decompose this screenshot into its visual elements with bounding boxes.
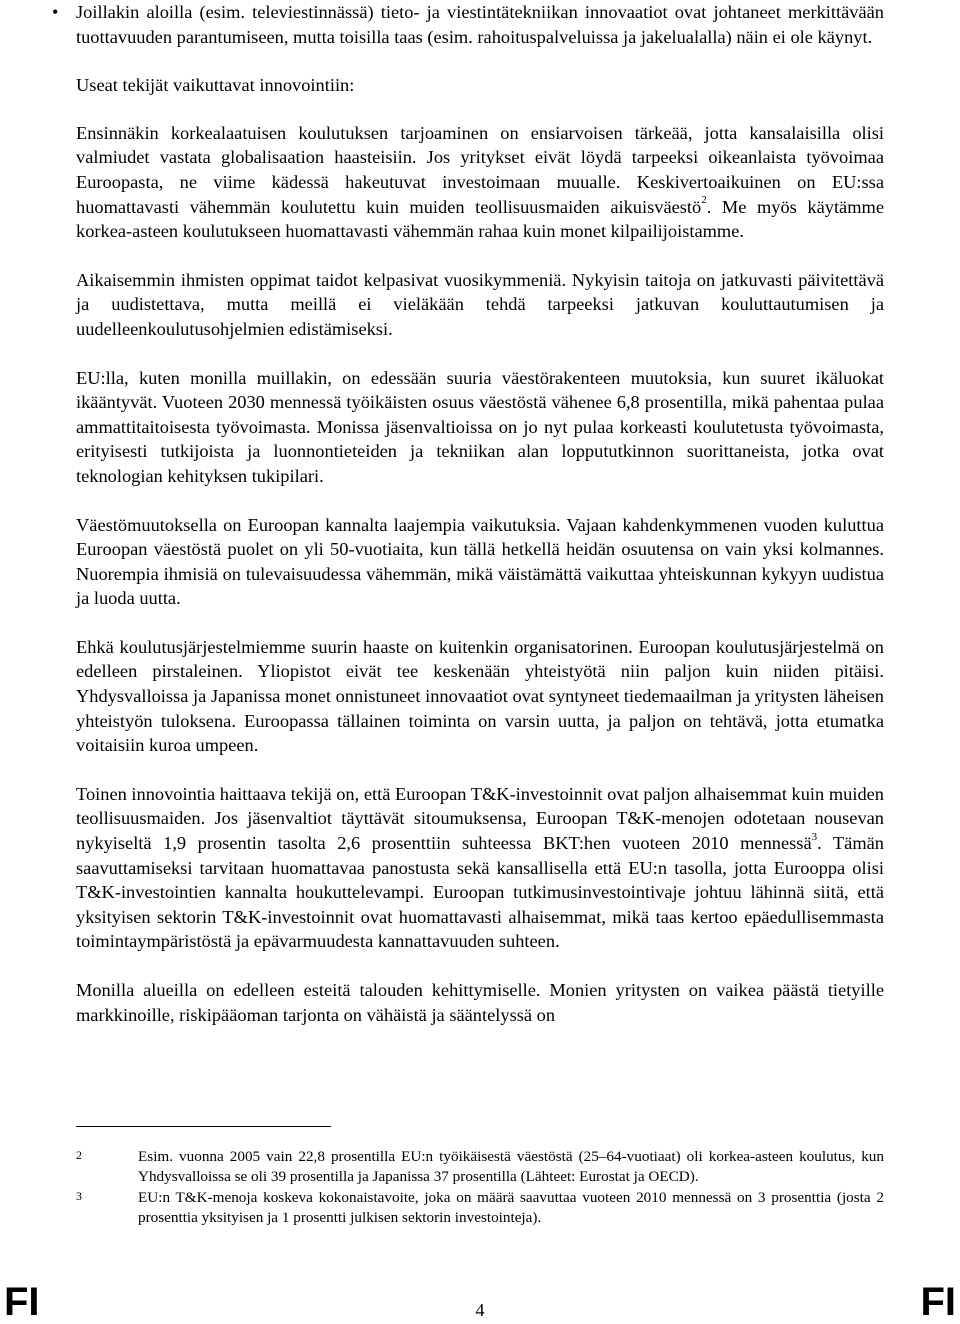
footnote-number: 3 — [76, 1188, 82, 1203]
footnote-3 — [76, 1188, 884, 1229]
paragraph-education — [76, 121, 884, 244]
paragraph-skills: Aikaisemmin ihmisten oppimat taidot kelpasivat vuosikymmeniä. Nykyisin taitoja on jatkuvasti päivitettävä ja uudistettava, mutta meillä ei vieläkään tehdä tarpeeksi jatkuvan kouluttautumisen ja uudelleenkoulutusohjelmien edistämiseksi. — [76, 269, 884, 339]
footnote-2 — [76, 1147, 884, 1188]
language-code-right: FI — [920, 1280, 956, 1324]
paragraph-demographics: EU:lla, kuten monilla muillakin, on edessään suuria väestörakenteen muutoksia, kun suuret ikäluokat ikääntyvät. Vuoteen 2030 mennessä työikäisten osuus väestöstä vähenee 6,8 prosentilla, mikä pahentaa pulaa ammattitaitoisesta työvoimasta. Monissa jäsenvaltioissa on jo nyt pulaa korkeasti koulutetusta työvoimasta, erityisesti tutkijoista ja luonnontieteiden ja tekniikan alan loppututkinnon suorittaneista, jotka ovat teknologian kehityksen tukipilari. — [76, 367, 884, 486]
paragraph-rd-investment — [76, 782, 884, 954]
page-number: 4 — [475, 1300, 485, 1320]
paragraph-education-text-cont: . Me myös käytämme korkea-asteen koulutukseen huomattavasti vähemmän rahaa kuin monet kilpailijoistamme. — [76, 196, 884, 242]
bullet-list — [52, 0, 884, 49]
footnote-ref-3: 3 — [811, 830, 818, 843]
paragraph-rd-text-cont: . Tämän saavuttamiseksi tarvitaan huomattavaa panostusta sekä kansallisella että EU:n tasolla, jotta Eurooppa olisi T&K-investointien kannalta houkuttelevampi. Euroopan tutkimusinvestointivaje johtuu lähinnä siitä, että yksityisen sektorin T&K-investoinnit ovat huomattavasti alhaisemmat, mikä taas kertoo epäedullisemmasta toimintaympäristöstä ja epävarmuudesta kannattavuuden suhteen. — [76, 833, 884, 952]
language-code-left: FI — [4, 1280, 40, 1324]
bullet-marker: • — [52, 2, 59, 22]
paragraph-rd-text: Toinen innovointia haittaava tekijä on, että Euroopan T&K-investoinnit ovat paljon alhaisemmat kuin muiden teollisuusmaiden. Jos jäsenvaltiot täyttävät sitoumuksensa, Euroopan T&K-menojen odotetaan nousevan nykyiseltä 1,9 prosentin tasolta 2,6 prosenttiin suhteessa BKT:hen vuoteen 2010 mennessä — [76, 783, 884, 854]
bullet-text: Joillakin aloilla (esim. televiestinnässä) tieto- ja viestintätekniikan innovaatiot ovat johtaneet merkittävään tuottavuuden parantumiseen, mutta toisilla taas (esim. rahoituspalveluissa ja jakelualalla) näin ei ole käynyt. — [76, 2, 884, 47]
intro-paragraph: Useat tekijät vaikuttavat innovointiin: — [76, 75, 355, 96]
footnote-number: 2 — [76, 1148, 82, 1162]
paragraph-organisation: Ehkä koulutusjärjestelmiemme suurin haaste on kuitenkin organisatorinen. Euroopan koulutusjärjestelmä on edelleen pirstaleinen. Yliopistot eivät tee keskenään yhteistyötä niin paljon kuin niiden pitäisi. Yhdysvalloissa ja Japanissa monet onnistuneet innovaatiot ovat syntyneet tiedemaailman ja yritysten läheisen yhteistyön tuloksena. Euroopassa tällainen toiminta on varsin uutta, ja paljon on tehtävä, jotta etumatka voitaisiin kuroa umpeen. — [76, 636, 884, 756]
bullet-item — [52, 0, 884, 49]
paragraph-education-text: Ensinnäkin korkealaatuisen koulutuksen tarjoaminen on ensiarvoisen tärkeää, jotta kansalaisilla olisi valmiudet vastata globalisaation haasteisiin. Jos yritykset eivät löydä tarpeeksi oikeanlaista työvoimaa Euroopasta, ne viime kädessä hakeutuvat investoimaan muualle. Keskivertoaikuinen on EU:ssa huomattavasti vähemmän koulutettu kuin muiden teollisuusmaiden aikuisväestö — [76, 122, 884, 217]
paragraph-obstacles: Monilla alueilla on edelleen esteitä talouden kehittymiselle. Monien yritysten on vaikea päästä tietyille markkinoille, riskipääoman tarjonta on vähäistä ja sääntelyssä on — [76, 980, 884, 1025]
footnotes — [76, 1147, 884, 1229]
footnote-separator — [76, 1126, 331, 1127]
body-text — [52, 0, 884, 1027]
paragraph-population: Väestömuutoksella on Euroopan kannalta laajempia vaikutuksia. Vajaan kahdenkymmenen vuoden kuluttua Euroopan väestöstä puolet on yli 50-vuotiaita, kun tällä hetkellä heidän osuutensa on vain yksi kolmannes. Nuorempia ihmisiä on tulevaisuudessa vähemmän, mikä väistämättä vaikuttaa yhteiskunnan kykyyn uudistua ja luoda uutta. — [76, 514, 884, 609]
footnote-text: EU:n T&K-menoja koskeva kokonaistavoite, joka on määrä saavuttaa vuoteen 2010 mennessä on 3 prosenttia (josta 2 prosenttia yksityisen ja 1 prosentti julkisen sektorin investointeja). — [138, 1188, 884, 1227]
footnote-ref-2: 2 — [701, 194, 707, 207]
footnote-text: Esim. vuonna 2005 vain 22,8 prosentilla EU:n työikäisestä väestöstä (25–64-vuotiaat) oli korkea-asteen koulutus, kun Yhdysvalloissa se oli 39 prosentilla ja Japanissa 37 prosentilla (Lähteet: Eurostat ja OECD). — [138, 1148, 884, 1186]
